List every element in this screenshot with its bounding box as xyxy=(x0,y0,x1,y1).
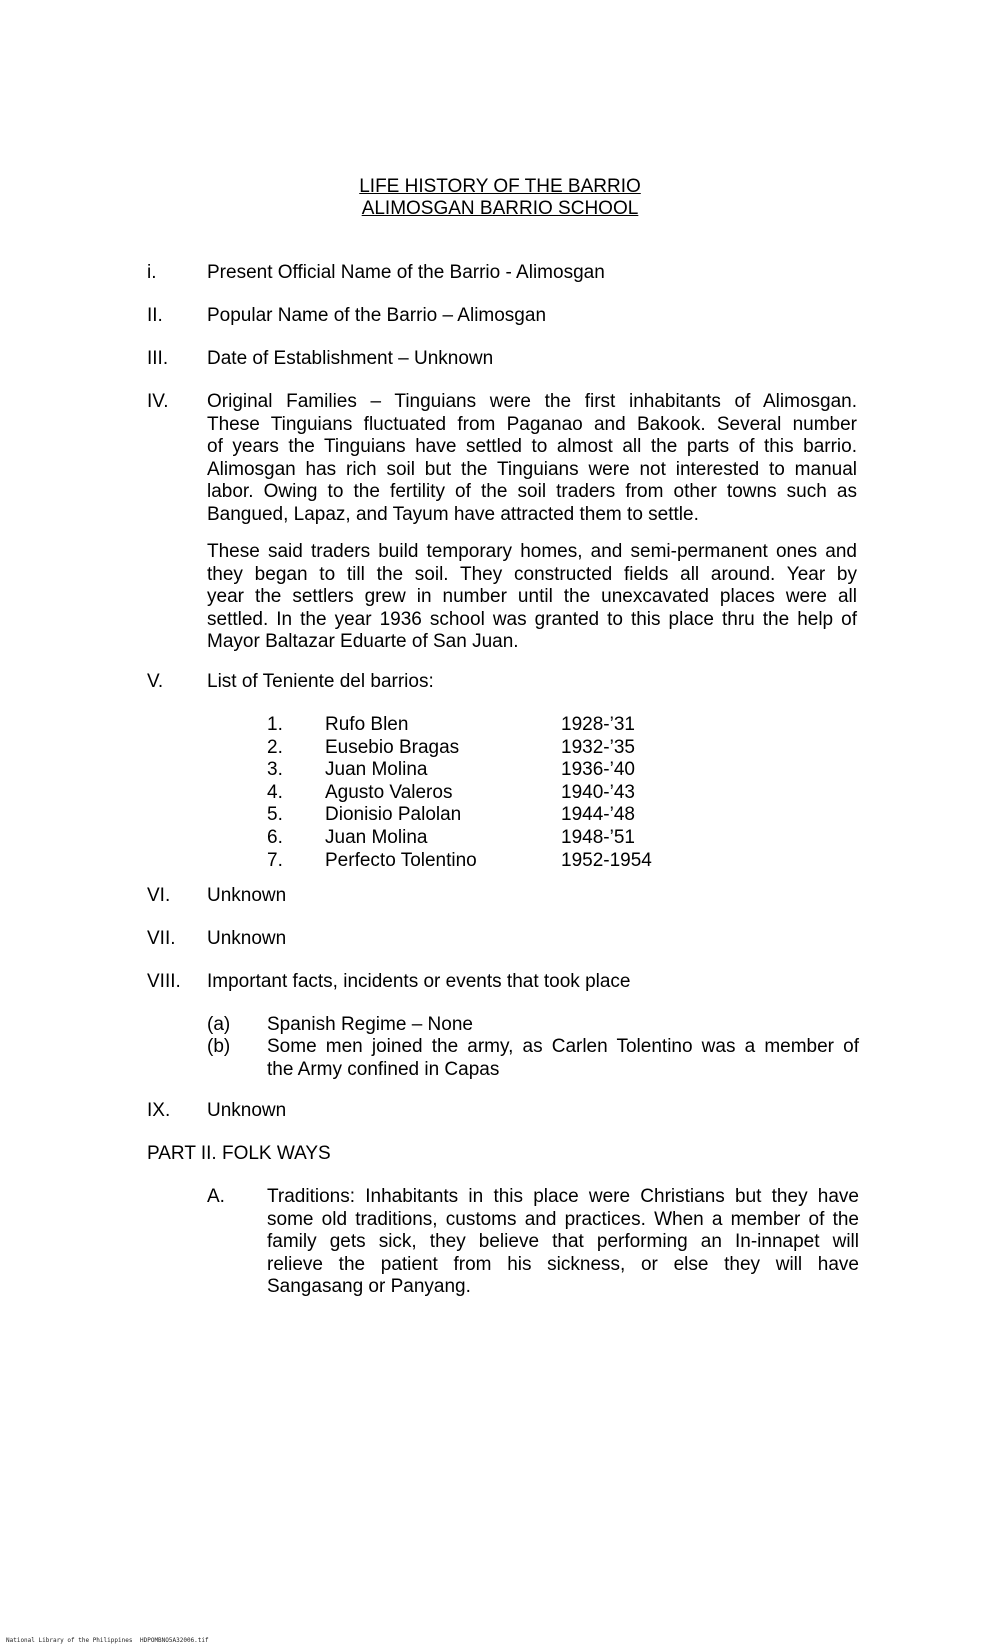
row-name: Rufo Blen xyxy=(325,714,409,735)
traditions-paragraph xyxy=(267,1186,859,1299)
row-number: 1. xyxy=(267,714,283,735)
section-number: VIII. xyxy=(147,971,181,992)
text-line: Original Families – Tinguians were the first inhabitants of Alimosgan. xyxy=(207,391,857,412)
section-number: IX. xyxy=(147,1100,171,1121)
row-number: 5. xyxy=(267,804,283,826)
row-number: 3. xyxy=(267,759,283,781)
text-line: some old traditions, customs and practices. When a member of the xyxy=(267,1208,859,1230)
text-line: These said traders build temporary homes, and semi-permanent ones and xyxy=(207,541,857,562)
teniente-list xyxy=(267,714,717,872)
text-line: labor. Owing to the fertility of the soil traders from other towns such as xyxy=(207,481,857,503)
row-years: 1940-’43 xyxy=(561,781,635,803)
text-line: relieve the patient from his sickness, or else they will have xyxy=(267,1253,859,1275)
part-heading-text: PART II. FOLK WAYS xyxy=(147,1143,331,1164)
table-row xyxy=(267,782,717,805)
section-number: VI. xyxy=(147,885,171,906)
subitem-label: (b) xyxy=(207,1036,231,1057)
table-row xyxy=(267,759,717,782)
subitem-text xyxy=(267,1036,859,1081)
text-line: of years the Tinguians have settled to almost all the parts of this barrio. xyxy=(207,436,857,458)
document-title-line-2: ALIMOSGAN BARRIO SCHOOL xyxy=(361,198,639,219)
text-line: settled. In the year 1936 school was granted to this place thru the help of xyxy=(207,608,857,630)
text-line: family gets sick, they believe that performing an In-innapet will xyxy=(267,1231,859,1253)
row-years: 1952-1954 xyxy=(561,849,652,871)
text-line: the Army confined in Capas xyxy=(267,1058,500,1080)
section-text: Popular Name of the Barrio – Alimosgan xyxy=(207,305,547,326)
subitem-label: (a) xyxy=(207,1014,231,1035)
section-text: List of Teniente del barrios: xyxy=(207,671,434,692)
section-text: Present Official Name of the Barrio - Alimosgan xyxy=(207,262,605,283)
section-number: VII. xyxy=(147,928,176,949)
row-number: 6. xyxy=(267,826,283,848)
section-number: IV. xyxy=(147,391,169,412)
document-title-line-1: LIFE HISTORY OF THE BARRIO xyxy=(359,176,641,197)
row-number: 7. xyxy=(267,849,283,871)
text-line: Some men joined the army, as Carlen Tolentino was a member of xyxy=(267,1036,859,1057)
section-number: II. xyxy=(147,305,163,326)
subitem-label: A. xyxy=(207,1186,225,1207)
footer-library-credit: National Library of the Philippines xyxy=(6,1637,133,1644)
table-row xyxy=(267,850,717,873)
text-line: These Tinguians fluctuated from Paganao and Bakook. Several number xyxy=(207,413,857,435)
row-name: Dionisio Palolan xyxy=(325,804,462,826)
text-line: they began to till the soil. They constructed fields all around. Year by xyxy=(207,563,857,585)
row-years: 1932-’35 xyxy=(561,736,635,758)
row-years: 1936-’40 xyxy=(561,759,635,781)
footer-file-name: HDPOMBNO5A32006.tif xyxy=(140,1637,209,1644)
subitem-text: Spanish Regime – None xyxy=(267,1014,473,1035)
row-years: 1944-’48 xyxy=(561,804,635,826)
row-number: 2. xyxy=(267,736,283,758)
table-row xyxy=(267,737,717,760)
row-name: Eusebio Bragas xyxy=(325,736,460,758)
section-number: III. xyxy=(147,348,169,369)
section-text: Date of Establishment – Unknown xyxy=(207,348,494,369)
row-years: 1948-’51 xyxy=(561,826,635,848)
row-name: Juan Molina xyxy=(325,759,428,781)
text-line: year the settlers grew in number until the unexcavated places were all xyxy=(207,586,857,608)
table-row xyxy=(267,804,717,827)
section-text: Important facts, incidents or events that took place xyxy=(207,971,631,992)
section-number: V. xyxy=(147,671,164,692)
section-number: i. xyxy=(147,262,157,283)
table-row xyxy=(267,714,717,737)
text-line: Sangasang or Panyang. xyxy=(267,1276,471,1298)
row-name: Agusto Valeros xyxy=(325,781,453,803)
text-line: Alimosgan has rich soil but the Tinguians were not interested to manual xyxy=(207,458,857,480)
table-row xyxy=(267,827,717,850)
text-line: Mayor Baltazar Eduarte of San Juan. xyxy=(207,631,519,653)
row-years: 1928-’31 xyxy=(561,714,635,735)
section-text: Unknown xyxy=(207,928,287,949)
text-line: Bangued, Lapaz, and Tayum have attracted them to settle. xyxy=(207,503,699,525)
row-name: Perfecto Tolentino xyxy=(325,849,477,871)
section-text: Unknown xyxy=(207,1100,287,1121)
text-line: Traditions: Inhabitants in this place were Christians but they have xyxy=(267,1186,859,1207)
section-iv-paragraph-2 xyxy=(207,541,857,654)
row-number: 4. xyxy=(267,781,283,803)
section-iv-paragraph-1 xyxy=(207,391,857,527)
section-text: Unknown xyxy=(207,885,287,906)
row-name: Juan Molina xyxy=(325,826,428,848)
